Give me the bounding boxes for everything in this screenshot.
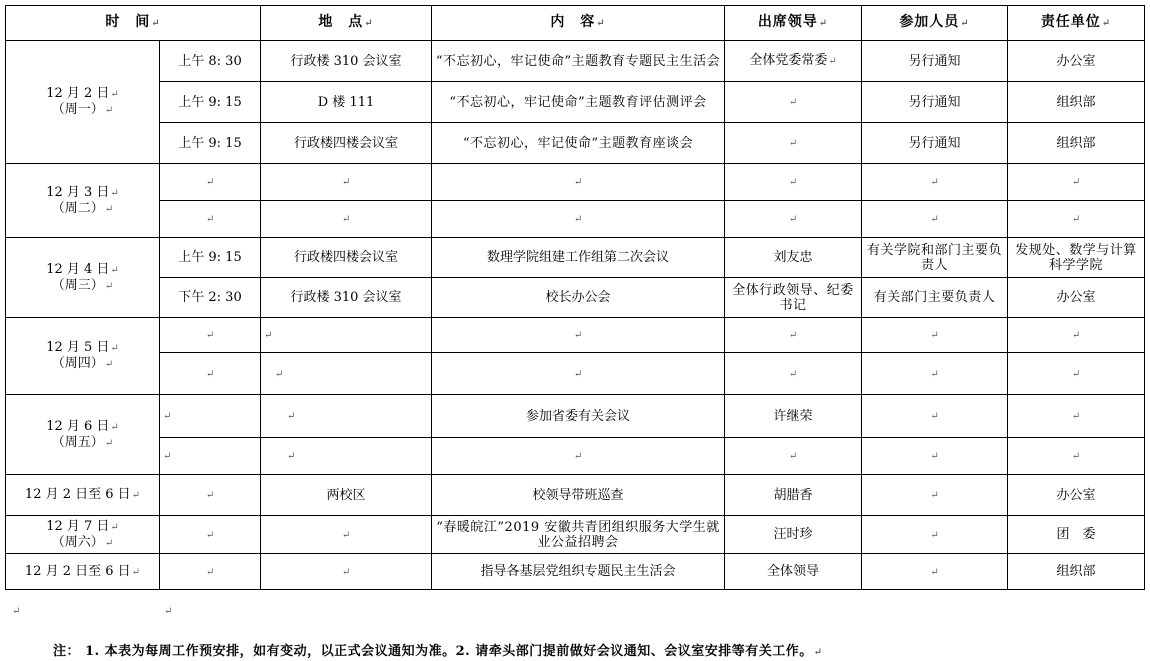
unit-cell — [1008, 395, 1145, 438]
paragraph-mark-icon: ↵ — [104, 280, 114, 292]
people-cell — [862, 475, 1008, 516]
header-row — [6, 6, 1145, 41]
day-cell-range — [6, 554, 160, 590]
unit-text: 办公室 — [1056, 290, 1096, 305]
paragraph-mark-icon: ↵ — [930, 529, 939, 541]
content-cell — [432, 278, 725, 318]
paragraph-mark-icon: ↵ — [341, 529, 351, 541]
content-cell — [432, 201, 725, 238]
header-unit — [1008, 6, 1145, 41]
unit-cell — [1008, 554, 1145, 590]
people-cell — [862, 438, 1008, 475]
paragraph-mark-icon: ↵ — [110, 521, 119, 533]
unit-cell — [1008, 278, 1145, 318]
paragraph-mark-icon: ↵ — [930, 214, 939, 225]
header-location-label: 地 点 — [318, 14, 364, 30]
leader-cell — [725, 238, 862, 278]
table-row — [6, 238, 1145, 278]
paragraph-mark-icon: ↵ — [813, 647, 823, 658]
location-text: 行政楼四楼会议室 — [294, 250, 399, 265]
paragraph-mark-icon: ↵ — [930, 411, 939, 422]
leader-cell — [725, 438, 862, 475]
content-text: 校领导带班巡查 — [532, 487, 624, 503]
paragraph-mark-icon: ↵ — [104, 537, 114, 549]
table-row — [6, 554, 1145, 590]
location-text: 行政楼 310 会议室 — [290, 290, 402, 305]
content-cell — [432, 475, 725, 516]
paragraph-mark-icon: ↵ — [1071, 368, 1081, 380]
location-cell — [261, 438, 432, 475]
location-text: 行政楼 310 会议室 — [290, 53, 402, 69]
paragraph-mark-icon: ↵ — [341, 214, 351, 225]
people-cell — [862, 123, 1008, 164]
content-text: 校长办公会 — [545, 290, 611, 305]
header-time — [6, 6, 261, 41]
paragraph-mark-icon: ↵ — [163, 451, 172, 462]
people-cell — [862, 201, 1008, 238]
time-cell — [160, 516, 261, 554]
paragraph-mark-icon: ↵ — [930, 177, 939, 188]
table-row — [6, 41, 1145, 82]
time-cell — [160, 395, 261, 438]
leader-text: 全体党委常委 — [749, 53, 828, 68]
people-text: 另行通知 — [908, 53, 961, 69]
location-text: 行政楼四楼会议室 — [294, 135, 399, 151]
paragraph-mark-icon: ↵ — [275, 368, 284, 380]
content-text: “不忘初心，牢记使命”主题教育专题民主生活会 — [435, 53, 721, 69]
day-label: 12 月 2 日至 6 日 — [24, 487, 131, 502]
content-cell — [432, 438, 725, 475]
day-cell-range — [6, 475, 160, 516]
weekday-label: （周三） — [51, 277, 104, 293]
paragraph-mark-icon: ↵ — [788, 138, 798, 149]
header-time-label: 时 间 — [105, 14, 151, 30]
time-text: 下午 2: 30 — [178, 290, 242, 305]
unit-text: 办公室 — [1056, 487, 1096, 503]
paragraph-mark-icon: ↵ — [930, 330, 939, 341]
footnote — [53, 640, 823, 659]
content-cell — [432, 82, 725, 123]
people-cell — [862, 278, 1008, 318]
time-cell — [160, 475, 261, 516]
paragraph-mark-icon: ↵ — [131, 566, 141, 578]
time-cell — [160, 123, 261, 164]
content-cell — [432, 164, 725, 201]
paragraph-mark-icon: ↵ — [205, 529, 215, 541]
paragraph-mark-icon: ↵ — [573, 368, 583, 380]
leader-text: 胡腊香 — [773, 487, 813, 503]
people-cell — [862, 516, 1008, 554]
people-cell — [862, 395, 1008, 438]
leader-text: 汪时珍 — [773, 527, 813, 542]
location-cell — [261, 123, 432, 164]
paragraph-mark-icon: ↵ — [960, 18, 970, 29]
paragraph-mark-icon: ↵ — [110, 421, 119, 433]
paragraph-mark-icon: ↵ — [341, 177, 351, 188]
people-cell — [862, 318, 1008, 353]
leader-cell — [725, 41, 862, 82]
header-participants-label: 参加人员 — [899, 14, 960, 30]
header-location — [261, 6, 432, 41]
header-leader-label: 出席领导 — [757, 14, 818, 30]
paragraph-mark-icon: ↵ — [341, 566, 351, 578]
content-text: 指导各基层党组织专题民主生活会 — [480, 564, 676, 579]
table-row — [6, 438, 1145, 475]
people-cell — [862, 164, 1008, 201]
content-cell — [432, 41, 725, 82]
leader-cell — [725, 318, 862, 353]
content-cell — [432, 516, 725, 554]
paragraph-mark-icon: ↵ — [164, 606, 173, 617]
table-row — [6, 318, 1145, 353]
paragraph-mark-icon: ↵ — [573, 177, 583, 188]
table-row — [6, 516, 1145, 554]
paragraph-mark-icon: ↵ — [110, 89, 119, 100]
paragraph-mark-icon: ↵ — [1101, 18, 1112, 29]
paragraph-mark-icon: ↵ — [205, 177, 215, 188]
paragraph-mark-icon: ↵ — [151, 18, 161, 29]
weekday-label: （周一） — [51, 102, 104, 117]
table-row — [6, 123, 1145, 164]
location-cell — [261, 41, 432, 82]
paragraph-mark-icon: ↵ — [1071, 411, 1081, 422]
leader-cell — [725, 201, 862, 238]
paragraph-mark-icon: ↵ — [788, 330, 798, 341]
unit-text: 组织部 — [1056, 564, 1096, 579]
leader-cell — [725, 164, 862, 201]
day-cell-fri — [6, 395, 160, 475]
paragraph-mark-icon: ↵ — [930, 490, 939, 501]
paragraph-mark-icon: ↵ — [573, 330, 583, 341]
day-label: 12 月 3 日 — [46, 184, 110, 200]
location-cell — [261, 353, 432, 395]
paragraph-mark-icon: ↵ — [364, 18, 374, 29]
time-cell — [160, 278, 261, 318]
people-text: 另行通知 — [908, 135, 961, 151]
location-cell — [261, 238, 432, 278]
unit-cell — [1008, 164, 1145, 201]
people-text: 有关部门主要负责人 — [873, 290, 996, 305]
header-content-label: 内 容 — [550, 14, 596, 30]
paragraph-mark-icon: ↵ — [596, 18, 606, 29]
location-cell — [261, 82, 432, 123]
paragraph-mark-icon: ↵ — [264, 330, 273, 341]
unit-cell — [1008, 438, 1145, 475]
day-label: 12 月 5 日 — [46, 340, 110, 355]
paragraph-mark-icon: ↵ — [104, 359, 114, 370]
paragraph-mark-icon: ↵ — [1071, 330, 1081, 341]
unit-cell — [1008, 201, 1145, 238]
paragraph-mark-icon: ↵ — [104, 437, 114, 449]
content-text: “春暖皖江”2019 安徽共青团组织服务大学生就业公益招聘会 — [436, 519, 720, 550]
paragraph-mark-icon: ↵ — [205, 330, 215, 341]
paragraph-mark-icon: ↵ — [828, 56, 837, 67]
content-cell — [432, 353, 725, 395]
people-cell — [862, 353, 1008, 395]
table-row — [6, 278, 1145, 318]
table-row — [6, 395, 1145, 438]
paragraph-mark-icon: ↵ — [205, 566, 215, 578]
time-cell — [160, 238, 261, 278]
content-text: “不忘初心，牢记使命”主题教育座谈会 — [462, 135, 694, 151]
leader-text: 许继荣 — [773, 408, 813, 424]
location-cell — [261, 475, 432, 516]
unit-text: 组织部 — [1056, 135, 1096, 151]
leader-cell — [725, 353, 862, 395]
time-cell — [160, 82, 261, 123]
content-text: “不忘初心，牢记使命”主题教育评估测评会 — [449, 94, 707, 110]
weekday-label: （周四） — [51, 356, 104, 371]
paragraph-mark-icon: ↵ — [110, 343, 119, 354]
paragraph-mark-icon: ↵ — [1071, 214, 1081, 225]
paragraph-mark-icon: ↵ — [788, 177, 798, 188]
paragraph-mark-icon: ↵ — [788, 368, 798, 380]
paragraph-mark-icon: ↵ — [110, 264, 119, 276]
header-unit-label: 责任单位 — [1040, 14, 1101, 30]
leader-text: 全体行政领导、纪委书记 — [732, 282, 854, 313]
day-label: 12 月 2 日至 6 日 — [24, 563, 131, 579]
location-text: D 楼 111 — [317, 94, 375, 110]
content-cell — [432, 318, 725, 353]
unit-cell — [1008, 475, 1145, 516]
unit-text: 办公室 — [1056, 53, 1096, 69]
leader-cell — [725, 395, 862, 438]
time-cell — [160, 164, 261, 201]
paragraph-mark-icon: ↵ — [930, 566, 939, 578]
paragraph-mark-icon: ↵ — [1071, 451, 1081, 462]
paragraph-mark-icon: ↵ — [104, 105, 114, 116]
content-text: 参加省委有关会议 — [526, 408, 631, 424]
time-text: 上午 8: 30 — [178, 53, 242, 69]
location-text: 两校区 — [326, 487, 366, 503]
people-text: 有关学院和部门主要负责人 — [867, 242, 1003, 273]
paragraph-mark-icon: ↵ — [788, 214, 798, 225]
header-content — [432, 6, 725, 41]
location-cell — [261, 164, 432, 201]
table-row — [6, 353, 1145, 395]
schedule-table — [5, 5, 1145, 590]
paragraph-mark-icon: ↵ — [573, 451, 583, 462]
paragraph-mark-icon: ↵ — [205, 368, 215, 380]
people-cell — [862, 554, 1008, 590]
location-cell — [261, 516, 432, 554]
leader-text: 刘友忠 — [773, 250, 813, 265]
unit-cell — [1008, 123, 1145, 164]
unit-cell — [1008, 82, 1145, 123]
time-cell — [160, 41, 261, 82]
unit-text: 发规处、数学与计算科学学院 — [1015, 242, 1137, 273]
leader-cell — [725, 123, 862, 164]
unit-cell — [1008, 318, 1145, 353]
paragraph-mark-icon: ↵ — [818, 18, 829, 29]
table-row — [6, 82, 1145, 123]
day-label: 12 月 4 日 — [46, 261, 110, 277]
paragraph-mark-icon: ↵ — [12, 606, 21, 617]
table-row — [6, 164, 1145, 201]
unit-text: 团 委 — [1056, 527, 1096, 542]
content-cell — [432, 554, 725, 590]
unit-cell — [1008, 41, 1145, 82]
time-cell — [160, 318, 261, 353]
table-row — [6, 201, 1145, 238]
table-row — [6, 475, 1145, 516]
paragraph-mark-icon: ↵ — [1071, 177, 1081, 188]
header-leader — [725, 6, 862, 41]
people-cell — [862, 238, 1008, 278]
location-cell — [261, 554, 432, 590]
day-cell-thu — [6, 318, 160, 395]
paragraph-mark-icon: ↵ — [131, 490, 141, 501]
paragraph-mark-icon: ↵ — [930, 368, 939, 380]
day-label: 12 月 7 日 — [46, 518, 110, 534]
time-text: 上午 9: 15 — [178, 250, 242, 265]
time-text: 上午 9: 15 — [178, 135, 242, 151]
leader-cell — [725, 82, 862, 123]
footnote-text: 注： 1. 本表为每周工作预安排，如有变动，以正式会议通知为准。2. 请牵头部门提前做好会议通知、会议室安排等有关工作。 — [53, 644, 813, 659]
location-cell — [261, 395, 432, 438]
time-cell — [160, 554, 261, 590]
paragraph-mark-icon: ↵ — [930, 451, 939, 462]
paragraph-mark-icon: ↵ — [104, 203, 114, 215]
day-cell-sat — [6, 516, 160, 554]
paragraph-mark-icon: ↵ — [788, 97, 798, 108]
leader-text: 全体领导 — [767, 564, 820, 579]
content-text: 数理学院组建工作组第二次会议 — [487, 250, 670, 265]
people-cell — [862, 41, 1008, 82]
content-cell — [432, 238, 725, 278]
leader-cell — [725, 475, 862, 516]
paragraph-mark-icon: ↵ — [287, 451, 296, 462]
day-cell-mon — [6, 41, 160, 164]
unit-cell — [1008, 516, 1145, 554]
leader-cell — [725, 516, 862, 554]
unit-text: 组织部 — [1056, 94, 1096, 110]
day-label: 12 月 2 日 — [46, 86, 110, 101]
paragraph-mark-icon: ↵ — [205, 490, 215, 501]
people-cell — [862, 82, 1008, 123]
paragraph-mark-icon: ↵ — [110, 187, 119, 199]
unit-cell — [1008, 238, 1145, 278]
leader-cell — [725, 554, 862, 590]
paragraph-mark-icon: ↵ — [788, 451, 798, 462]
day-cell-tue — [6, 164, 160, 238]
paragraph-mark-icon: ↵ — [163, 411, 172, 422]
weekday-label: （周五） — [51, 434, 104, 450]
content-cell — [432, 395, 725, 438]
location-cell — [261, 201, 432, 238]
time-text: 上午 9: 15 — [178, 94, 242, 110]
day-label: 12 月 6 日 — [46, 418, 110, 434]
paragraph-mark-icon: ↵ — [573, 214, 583, 225]
content-cell — [432, 123, 725, 164]
paragraph-mark-icon: ↵ — [205, 214, 215, 225]
time-cell — [160, 201, 261, 238]
time-cell — [160, 438, 261, 475]
location-cell — [261, 278, 432, 318]
location-cell — [261, 318, 432, 353]
leader-cell — [725, 278, 862, 318]
day-cell-wed — [6, 238, 160, 318]
unit-cell — [1008, 353, 1145, 395]
paragraph-mark-icon: ↵ — [287, 411, 296, 422]
header-participants — [862, 6, 1008, 41]
time-cell — [160, 353, 261, 395]
people-text: 另行通知 — [908, 94, 961, 110]
weekday-label: （周二） — [51, 200, 104, 216]
weekday-label: （周六） — [51, 534, 104, 550]
